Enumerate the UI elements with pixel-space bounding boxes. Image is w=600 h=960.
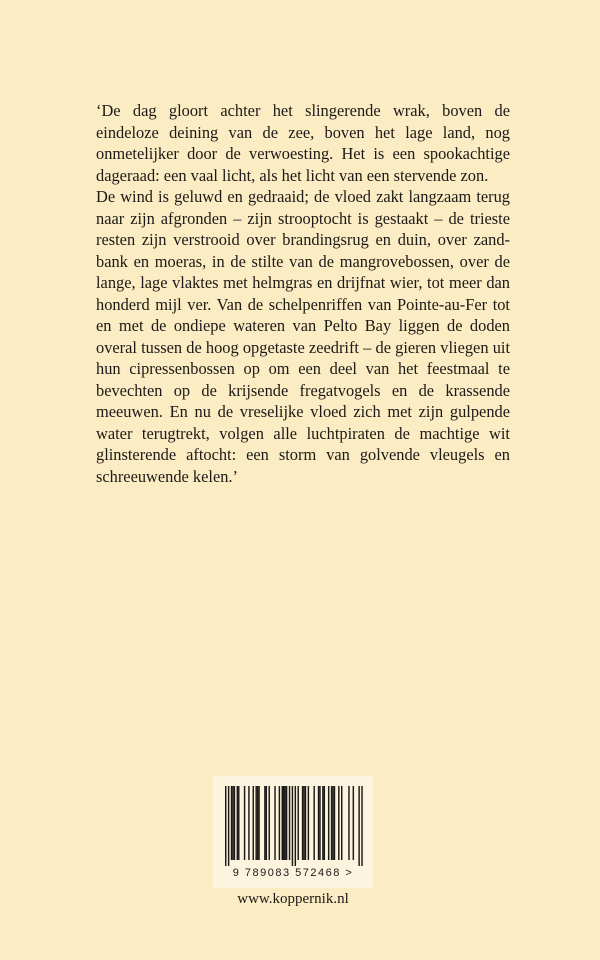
barcode-bar <box>353 786 354 860</box>
barcode-bar <box>232 786 233 860</box>
barcode-bar <box>231 786 232 860</box>
barcode-bar <box>305 786 306 860</box>
barcode-bar <box>292 786 293 866</box>
barcode-bar <box>234 786 235 860</box>
barcode-bar <box>328 786 329 860</box>
barcode-bar <box>282 786 283 860</box>
barcode-bar <box>295 786 296 866</box>
barcode-bar <box>283 786 284 860</box>
barcode-bar <box>303 786 304 860</box>
barcode-bar <box>358 786 359 866</box>
barcode-bar <box>319 786 320 860</box>
blurb-text <box>96 100 510 487</box>
barcode-bar <box>274 786 275 860</box>
barcode-bar <box>244 786 245 860</box>
barcode-bar <box>361 786 362 866</box>
barcode-bar <box>313 786 314 860</box>
barcode-bar <box>228 786 229 866</box>
barcode-bar <box>308 786 309 860</box>
blurb-paragraph-2: De wind is geluwd en gedraaid; de vloed zakt langzaam terug naar zijn afgronden – zijn strooptocht is gestaakt – de trieste resten zijn verstrooid over brandingsrug en duin, over zandbank en moeras, in de stilte van de mangrovebossen, over de lange, lage vlaktes met helmgras en drijfnat wier, tot meer dan honderd mijl ver. Van de schelpenriffen van Pointe-au-Fer tot en met de ondiepe wateren van Pelto Bay liggen de doden overal tussen de hoog opgetaste zeedrift – de gieren vliegen uit hun cipressenbossen op om een deel van het feestmaal te bevechten op de krijsende fregatvogels en de krassende meeuwen. En nu de vreselijke vloed zich met zijn gulpende water terugtrekt, volgen alle luchtpiraten de machtige wit glinsterende aftocht: een storm van golvende vleugels en schreeuwende kelen.’ <box>96 187 510 486</box>
barcode-bar <box>324 786 325 860</box>
barcode-bar <box>255 786 256 860</box>
barcode-bar <box>264 786 265 860</box>
barcode-bar <box>269 786 270 860</box>
barcode-bar <box>322 786 323 860</box>
barcode-bar <box>225 786 226 866</box>
barcode-bar <box>279 786 280 860</box>
barcode-bar <box>331 786 332 860</box>
barcode-bar <box>341 786 342 860</box>
barcode-bar <box>302 786 303 860</box>
barcode-bar <box>298 786 299 860</box>
barcode-bar <box>318 786 319 860</box>
barcode-bar <box>289 786 290 860</box>
barcode-bar <box>286 786 287 860</box>
barcode-bar <box>338 786 339 860</box>
barcode-bar <box>348 786 349 860</box>
barcode-bar <box>284 786 285 860</box>
barcode-bar <box>238 786 239 860</box>
barcode-bar <box>257 786 258 860</box>
barcode-bar <box>237 786 238 860</box>
barcode-bar <box>253 786 254 860</box>
barcode-bar <box>332 786 333 860</box>
barcode-number: 9 789083 572468 > <box>232 867 354 879</box>
blurb-paragraph-1: ‘De dag gloort achter het slingerende wrak, boven de eindeloze deining van de zee, boven het lage land, nog onmetelijker door de verwoesting. Het is een spookachtige dageraad: een vaal licht, als het licht van een stervende zon. <box>96 101 510 185</box>
barcode-bar <box>266 786 267 860</box>
isbn-barcode <box>213 776 373 888</box>
barcode-bar <box>334 786 335 860</box>
barcode-bar <box>248 786 249 860</box>
barcode-bar <box>258 786 259 860</box>
publisher-website: www.koppernik.nl <box>237 891 349 907</box>
